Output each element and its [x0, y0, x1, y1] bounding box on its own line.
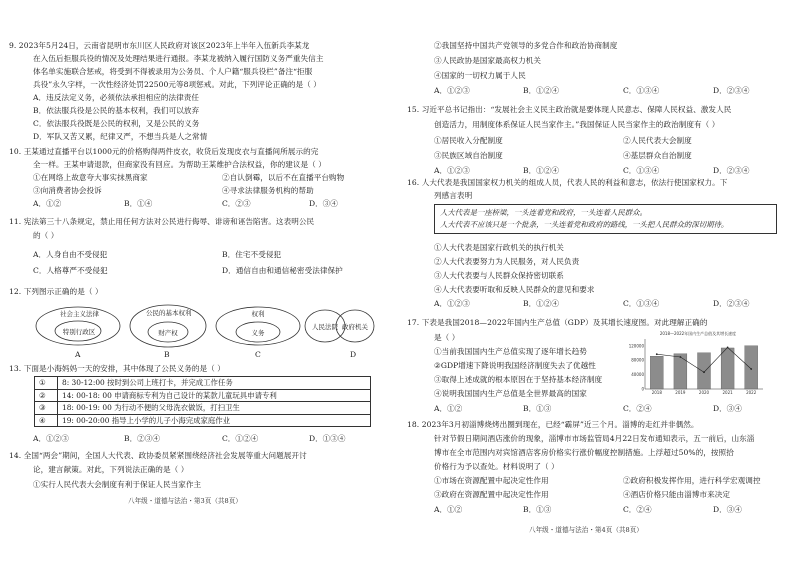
q18-item-2: ②政府积极发挥作用，进行科学宏观调控: [623, 476, 761, 485]
q17-line-2: 是（ ）: [434, 333, 460, 342]
q14-item-3: ③人民政协是国家最高权力机关: [434, 56, 542, 65]
chart-growth-point: [727, 347, 729, 349]
left-page-footer: 八年级・道德与法治・第3页（共8页）: [128, 497, 242, 505]
diagram-letter-c: C: [255, 350, 261, 359]
q13-stem: 13. 下面是小海妈妈一天的安排，其中体现了公民义务的是（ ）: [9, 364, 225, 373]
chart-title: 2018—2022年国内生产总值及其增长速度: [659, 331, 737, 336]
q11-option-d: D．通信自由和通信秘密受法律保护: [222, 266, 343, 275]
q11-option-c: C．人格尊严不受侵犯: [33, 266, 108, 275]
diagram-letter-d: D: [350, 350, 357, 359]
q16-item-1: ①人大代表是国家行政机关的执行机关: [434, 243, 564, 252]
q16-option-a: A．①②③: [434, 299, 470, 308]
q10-item-1: ①在网络上故意夸大事实抹黑商家: [33, 173, 148, 182]
q16-line-1: 16. 人大代表是我国国家权力机关的组成人员，代表人民的利益和意志，依法行使国家权力。下: [407, 178, 728, 187]
q9-line-1: 9. 2023年5月24日，云南省昆明市东川区人民政府对该区2023年上半年入伍新兵李某龙: [9, 41, 310, 50]
table-row: [35, 402, 371, 415]
q16-option-b: B．①②④: [523, 299, 559, 308]
q18-item-1: ①市场在资源配置中起决定性作用: [434, 476, 549, 485]
q13-option-d: D．①③④: [309, 434, 346, 443]
diagram-d-right-label: 政府机关: [342, 323, 368, 331]
q18-option-c: C．②④: [623, 505, 652, 514]
diagram-a-inner-label: 特别行政区: [62, 328, 96, 336]
q9-option-b: B．依法服兵役是公民的基本权利，我们可以放弃: [33, 106, 200, 115]
q17-item-2: ②GDP增速下降说明我国经济制度失去了优越性: [434, 361, 596, 370]
q18-option-a: A．①②: [434, 505, 463, 514]
q17-line-1: 17. 下表是我国2018—2022年国内生产总值（GDP）及其增长速度图。对此理解正确的: [407, 318, 708, 327]
q17-option-d: D．③④: [713, 404, 742, 413]
diagram-b-inner-label: 财产权: [158, 329, 178, 337]
q13-option-b: B．②③④: [124, 434, 160, 443]
q17-item-3: ③取得上述成就的根本原因在于坚持基本经济制度: [434, 375, 603, 384]
chart-x-tick: 2022: [746, 390, 757, 395]
table-cell: ①: [35, 377, 58, 390]
q16-item-2: ②人大代表要努力为人民服务，对人民负责: [434, 257, 580, 266]
q14-line-1: 14. 全国“两会”期间，全国人大代表、政协委员紧紧围绕经济社会发展等重大问题展开讨: [9, 451, 307, 460]
q10-option-b: B．①④: [124, 199, 153, 208]
chart-y-tick: 40000: [631, 372, 644, 378]
diagram-letter-a: A: [75, 350, 81, 359]
chart-growth-point: [703, 371, 705, 373]
q18-item-4: ④酒店价格只能由淄博市来决定: [623, 490, 731, 499]
chart-x-tick: 2021: [722, 390, 733, 395]
q18-line-1: 18. 2023年3月初淄博烧烤出圈到现在，已经“霸屏”近三个月。淄博的走红并非偶然。: [407, 420, 699, 429]
diagram-b-outer-label: 公民的基本权利: [146, 309, 192, 317]
q13-option-c: C．①②④: [222, 434, 259, 443]
chart-bar: [650, 356, 663, 389]
table-cell: 8: 30-12:00 按时到公司上班打卡，并完成工作任务: [58, 377, 371, 390]
q17-option-c: C．②④: [623, 404, 652, 413]
quote-line-1: 人大代表是一座桥梁，一头连着党和政府，一头连着人民群众。: [440, 208, 647, 217]
q14-option-d: D．②③④: [713, 86, 750, 95]
q11-line-1: 11. 宪法第三十八条规定，禁止用任何方法对公民进行侮辱、诽谤和诬告陷害。这表明公民: [9, 217, 315, 226]
q17-item-4: ④说明我国国内生产总值是全世界最高的国家: [434, 389, 587, 398]
q15-line-2: 创造活力，用制度体系保证人民当家作主。”我国保证人民当家作主的政治制度有（ ）: [434, 120, 720, 129]
q15-option-b: B．①②④: [523, 166, 559, 175]
q16-option-d: D．②③④: [713, 299, 750, 308]
gdp-chart: [623, 329, 773, 399]
chart-bar: [674, 354, 687, 389]
q15-item-1: ①居民收入分配制度: [434, 136, 503, 145]
chart-growth-point: [656, 353, 658, 355]
q14-option-a: A．①②③: [434, 86, 470, 95]
q10-line-2: 全一样。王某申请退款，但商家没有回应。为帮助王某维护合法权益，你的建议是（ ）: [33, 160, 326, 169]
q10-item-3: ③向消费者协会投诉: [33, 186, 102, 195]
q18-option-b: B．①③: [523, 505, 552, 514]
q14-option-c: C．①③④: [623, 86, 660, 95]
chart-growth-point: [750, 368, 752, 370]
q15-item-3: ③民族区域自治制度: [434, 151, 503, 160]
table-row: [35, 377, 371, 390]
q15-option-d: D．②③④: [713, 166, 750, 175]
q13-option-a: A．①②③: [33, 434, 69, 443]
q15-option-a: A．①②③: [434, 166, 470, 175]
q10-item-2: ②自认倒霉，以后不在直播平台购物: [222, 173, 345, 182]
q14-line-2: 论，建言献策。对此，下列说法正确的是（ ）: [33, 465, 189, 474]
q18-line-3: 博市在全市范围内对宾馆酒店客房价格实行涨价幅度控制措施。上浮超过50%的，按照拾: [434, 448, 734, 457]
q17-option-b: B．①③: [523, 404, 552, 413]
chart-bar: [698, 353, 711, 389]
diagram-c-outer-label: 权利: [251, 310, 265, 318]
quote-line-2: 人大代表不应该只是一个批条，一头连着党和政府的路线，一头把人民群众的深切期待。: [440, 220, 729, 229]
chart-x-tick: 2020: [698, 390, 710, 395]
chart-x-tick: 2019: [675, 390, 686, 395]
table-row: [35, 389, 371, 402]
q10-line-1: 10. 王某通过直播平台以1000元的价格购得两件皮衣，收货后发现皮衣与直播间所展示的完: [9, 147, 319, 156]
q18-item-3: ③政府在资源配置中起决定性作用: [434, 490, 549, 499]
q17-option-a: A．①②: [434, 404, 463, 413]
table-cell: ④: [35, 414, 58, 427]
right-page: [397, 0, 794, 561]
table-row: [35, 414, 371, 427]
chart-growth-point: [680, 356, 682, 358]
q10-option-c: C．②③: [222, 199, 251, 208]
q14-item-1: ①实行人民代表大会制度有利于保证人民当家作主: [33, 480, 202, 489]
chart-y-tick: 80000: [631, 357, 644, 363]
chart-y-tick: 120000: [628, 343, 644, 349]
q18-line-4: 价格行为予以查处。材料说明了（ ）: [434, 462, 559, 471]
q14-item-2: ②我国坚持中国共产党领导的多党合作和政治协商制度: [434, 41, 618, 50]
diagram-a-outer-label: 社会主义法律: [60, 310, 99, 318]
q14-option-b: B．①②④: [523, 86, 559, 95]
diagram-letter-b: B: [164, 350, 170, 359]
q15-option-c: C．①③④: [623, 166, 660, 175]
q10-option-a: A．①②: [33, 199, 62, 208]
diagram-d-left-label: 人民法院: [312, 323, 338, 331]
q10-option-d: D．③④: [309, 199, 338, 208]
q17-item-1: ①当前我国国内生产总值实现了逐年增长趋势: [434, 347, 587, 356]
diagram-c-inner-label: 义务: [251, 329, 265, 337]
q9-line-3: 体名单实施联合惩戒，将受到不得被录用为公务员、个人户籍“服兵役栏”备注“拒服: [33, 67, 313, 76]
chart-x-tick: 2018: [651, 390, 662, 395]
q10-item-4: ④寻求法律服务机构的帮助: [222, 186, 314, 195]
chart-bar: [745, 346, 758, 389]
table-cell: 14: 00-18: 00 申请商标专利为自己设计的某款儿童玩具申请专利: [58, 389, 371, 402]
q16-option-c: C．①③④: [623, 299, 660, 308]
q15-item-4: ④基层群众自治制度: [623, 151, 692, 160]
table-cell: ③: [35, 402, 58, 415]
q15-item-2: ②人民代表大会制度: [623, 136, 692, 145]
q9-option-d: D．军队又苦又累，纪律又严，不想当兵是人之常情: [33, 132, 208, 141]
q11-option-a: A．人身自由不受侵犯: [33, 250, 108, 259]
chart-bar: [721, 348, 734, 389]
table-cell: 19: 00-20:00 指导上小学的儿子小海完成家庭作业: [58, 414, 371, 427]
q14-item-4: ④国家的一切权力属于人民: [434, 71, 526, 80]
q18-option-d: D．③④: [713, 505, 742, 514]
table-cell: 18: 00-19: 00 为行动不便的父母洗衣做饭，打扫卫生: [58, 402, 371, 415]
q16-item-4: ④人大代表要听取和反映人民群众的意见和要求: [434, 285, 595, 294]
q13-table: [34, 376, 371, 427]
q15-line-1: 15. 习近平总书记指出：“发展社会主义民主政治就是要体现人民意志、保障人民权益、激发人民: [407, 105, 732, 114]
q16-line-2: 列感言表明: [434, 191, 473, 200]
q9-option-a: A．违反法定义务，必须依法承担相应的法律责任: [33, 93, 200, 102]
q11-line-2: 的（ ）: [33, 231, 59, 240]
right-page-footer: 八年级・道德与法治・第4页（共8页）: [529, 526, 643, 534]
q18-line-2: 针对节假日期间酒店涨价的现象，淄博市市场监管局4月22日发布通知表示，五一前后，山东淄: [434, 434, 755, 443]
table-cell: ②: [35, 389, 58, 402]
q9-line-2: 在入伍后拒服兵役的情况及处理结果进行通报。李某龙被纳入履行国防义务严重失信主: [33, 54, 324, 63]
q16-quote-box: [434, 204, 777, 234]
q9-line-4: 兵役”永久字样，一次性经济处罚22500元等8项惩戒。对此，下列评论正确的是（ ）: [33, 80, 321, 89]
q11-option-b: B．住宅不受侵犯: [222, 250, 282, 259]
q16-item-3: ③人大代表要与人民群众保持密切联系: [434, 271, 564, 280]
chart-y-tick: 0: [641, 386, 644, 392]
q9-option-c: C．依法服兵役既是公民的权利，又是公民的义务: [33, 119, 200, 128]
q12-stem: 12. 下列图示正确的是（ ）: [9, 287, 103, 296]
